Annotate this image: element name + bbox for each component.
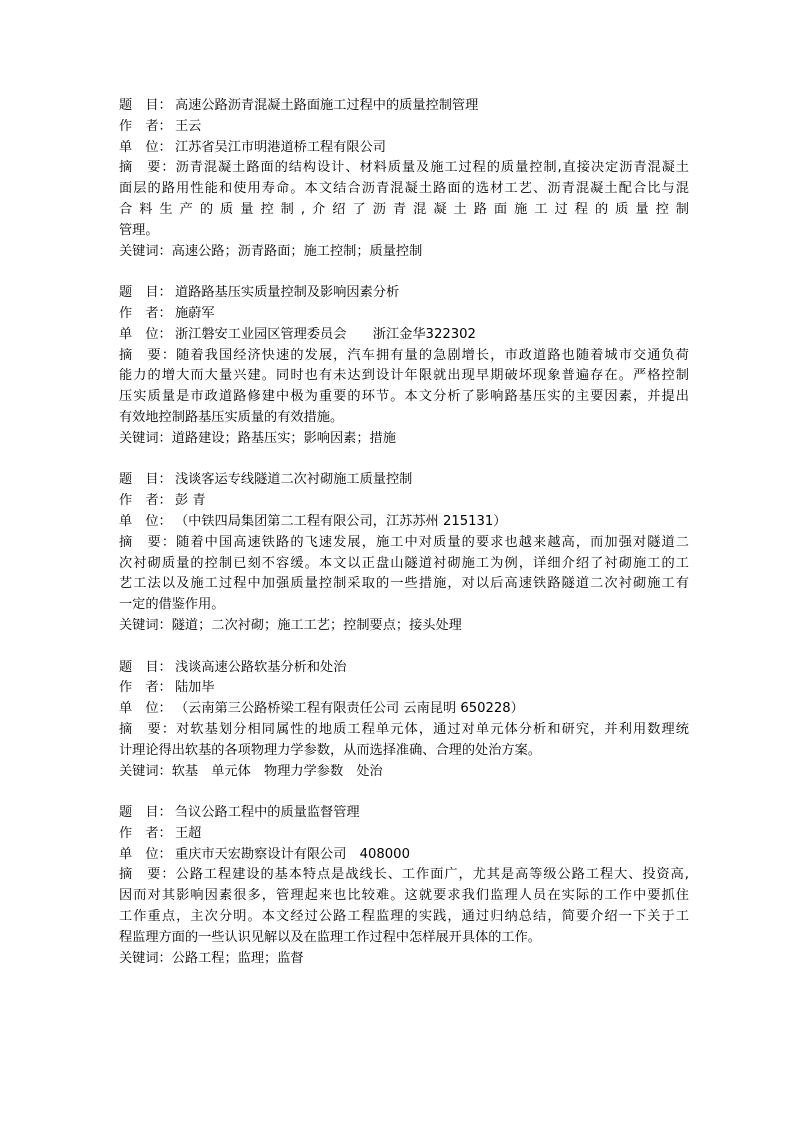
title-label: 题 目： — [119, 472, 172, 488]
paper-entry — [119, 658, 689, 783]
abstract-line — [119, 387, 689, 408]
author-label: 作 者： — [119, 305, 172, 321]
author-row — [119, 491, 689, 512]
title-label: 题 目： — [119, 98, 172, 113]
keywords-text: 道路建设；路基压实；影响因素；措施 — [171, 430, 396, 446]
abstract-line — [119, 554, 689, 575]
abstract-text: 沥青混凝土路面的结构设计、材料质量及施工过程的质量控制,直接决定沥青混凝土 — [175, 160, 689, 176]
unit-row — [119, 512, 689, 533]
abstract-text: 有效地控制路基压实质量的有效措施。 — [119, 409, 344, 425]
abstract-text: 能力的增大而大量兴建。同时也有未达到设计年限就出现早期破坏现象普遍存在。严格控制 — [119, 368, 689, 384]
abstract-label: 摘 要： — [119, 347, 177, 363]
abstract-line — [119, 158, 689, 179]
keywords-row — [119, 429, 689, 450]
author-label: 作 者： — [119, 118, 172, 134]
keywords-label: 关键词： — [119, 243, 172, 259]
unit-label: 单 位： — [119, 701, 172, 717]
title-row — [119, 470, 689, 491]
unit-name: 江苏省吴江市明港道桥工程有限公司 — [175, 139, 386, 155]
abstract-text: 对软基划分相同属性的地质工程单元体，通过对单元体分析和研究，并利用数理统 — [176, 721, 689, 737]
keywords-label: 关键词： — [119, 950, 172, 966]
abstract-line — [119, 741, 689, 762]
abstract-text: 一定的借鉴作用。 — [119, 597, 225, 613]
keywords-text: 公路工程；监理；监督 — [171, 950, 304, 966]
abstract-text: 随着中国高速铁路的飞速发展，施工中对质量的要求也越来越高，而加强对隧道二 — [176, 534, 689, 550]
unit-name: （云南第三公路桥梁工程有限责任公司 云南昆明 650228） — [175, 701, 524, 717]
paper-entry — [119, 470, 689, 636]
abstract-line — [119, 533, 689, 554]
abstract-text: 计理论得出软基的各项物理力学参数，从而选择准确、合理的处治方案。 — [119, 742, 541, 758]
paper-entry — [119, 283, 689, 449]
unit-row — [119, 699, 689, 720]
abstract-block — [119, 865, 689, 948]
author-name: 陆加毕 — [175, 680, 215, 696]
abstract-label: 摘 要： — [119, 721, 177, 737]
paper-entry — [119, 803, 689, 969]
abstract-line — [119, 720, 689, 741]
unit-row — [119, 845, 689, 866]
title-label: 题 目： — [119, 805, 172, 821]
abstract-label: 摘 要： — [119, 867, 176, 883]
unit-row — [119, 325, 689, 346]
title-row — [119, 283, 689, 304]
title-label: 题 目： — [119, 659, 172, 675]
abstract-text: 合料生产的质量控制,介绍了沥青混凝土路面施工过程的质量控制 — [119, 201, 689, 217]
abstract-label: 摘 要： — [119, 534, 177, 550]
paper-title: 浅谈客运专线隧道二次衬砌施工质量控制 — [175, 472, 413, 488]
abstract-line — [119, 865, 689, 886]
abstract-text: 次衬砌质量的控制已刻不容缓。本文以正盘山隧道衬砌施工为例，详细介绍了衬砌施工的工 — [119, 555, 689, 571]
abstract-text: 因而对其影响因素很多，管理起来也比较难。这就要求我们监理人员在实际的工作中要抓住 — [119, 888, 689, 904]
abstract-block — [119, 533, 689, 616]
unit-label: 单 位： — [119, 139, 172, 155]
author-row — [119, 678, 689, 699]
keywords-label: 关键词： — [119, 617, 172, 633]
keywords-label: 关键词： — [119, 763, 172, 779]
abstract-line — [119, 200, 689, 221]
paper-title: 道路路基压实质量控制及影响因素分析 — [175, 285, 400, 301]
keywords-row — [119, 762, 689, 783]
keywords-row — [119, 949, 689, 970]
unit-name: 重庆市天宏勘察设计有限公司 408000 — [175, 846, 410, 862]
keywords-text: 隧道；二次衬砌；施工工艺；控制要点；接头处理 — [171, 617, 462, 633]
unit-label: 单 位： — [119, 513, 172, 529]
abstract-text: 管理。 — [119, 222, 159, 238]
abstract-line — [119, 907, 689, 928]
abstract-line — [119, 886, 689, 907]
author-name: 彭 青 — [175, 493, 206, 509]
abstract-label: 摘 要： — [119, 160, 176, 176]
paper-title: 浅谈高速公路软基分析和处治 — [175, 659, 347, 675]
abstract-line — [119, 221, 689, 242]
unit-row — [119, 138, 689, 159]
paper-title: 刍议公路工程中的质量监督管理 — [175, 805, 360, 821]
author-label: 作 者： — [119, 493, 172, 509]
author-row — [119, 304, 689, 325]
abstract-text: 工作重点，主次分明。本文经过公路工程监理的实践，通过归纳总结，简要介绍一下关于工 — [119, 909, 689, 925]
unit-label: 单 位： — [119, 326, 172, 342]
abstract-text: 公路工程建设的基本特点是战线长、工作面广，尤其是高等级公路工程大、投资高, — [175, 867, 689, 883]
title-row — [119, 96, 689, 117]
document-page — [119, 96, 689, 990]
abstract-block — [119, 720, 689, 762]
title-row — [119, 658, 689, 679]
author-label: 作 者： — [119, 825, 172, 841]
keywords-label: 关键词： — [119, 430, 172, 446]
author-name: 王超 — [175, 825, 202, 841]
unit-label: 单 位： — [119, 846, 172, 862]
paper-title: 高速公路沥青混凝土路面施工过程中的质量控制管理 — [175, 98, 479, 113]
abstract-text: 压实质量是市政道路修建中极为重要的环节。本文分析了影响路基压实的主要因素，并提出 — [119, 389, 689, 405]
title-row — [119, 803, 689, 824]
abstract-block — [119, 158, 689, 241]
author-row — [119, 824, 689, 845]
unit-name: 浙江磐安工业园区管理委员会 浙江金华322302 — [175, 326, 476, 342]
keywords-row — [119, 616, 689, 637]
abstract-line — [119, 595, 689, 616]
abstract-line — [119, 179, 689, 200]
author-name: 施蔚军 — [175, 305, 215, 321]
abstract-line — [119, 346, 689, 367]
abstract-text: 随着我国经济快速的发展，汽车拥有量的急剧增长，市政道路也随着城市交通负荷 — [176, 347, 689, 363]
keywords-row — [119, 242, 689, 263]
paper-entry — [119, 96, 689, 262]
abstract-text: 艺工法以及施工过程中加强质量控制采取的一些措施，对以后高速铁路隧道二次衬砌施工有 — [119, 576, 689, 592]
title-label: 题 目： — [119, 285, 172, 301]
author-row — [119, 117, 689, 138]
keywords-text: 软基 单元体 物理力学参数 处治 — [171, 763, 383, 779]
abstract-line — [119, 928, 689, 949]
abstract-line — [119, 574, 689, 595]
unit-name: （中铁四局集团第二工程有限公司，江苏苏州 215131） — [175, 513, 507, 529]
author-name: 王云 — [175, 118, 202, 134]
abstract-line — [119, 408, 689, 429]
abstract-block — [119, 346, 689, 429]
abstract-line — [119, 366, 689, 387]
abstract-text: 面层的路用性能和使用寿命。本文结合沥青混凝土路面的选材工艺、沥青混凝土配合比与混 — [119, 181, 689, 197]
abstract-text: 程监理方面的一些认识见解以及在监理工作过程中怎样展开具体的工作。 — [119, 929, 541, 945]
author-label: 作 者： — [119, 680, 172, 696]
keywords-text: 高速公路；沥青路面；施工控制；质量控制 — [171, 243, 423, 259]
